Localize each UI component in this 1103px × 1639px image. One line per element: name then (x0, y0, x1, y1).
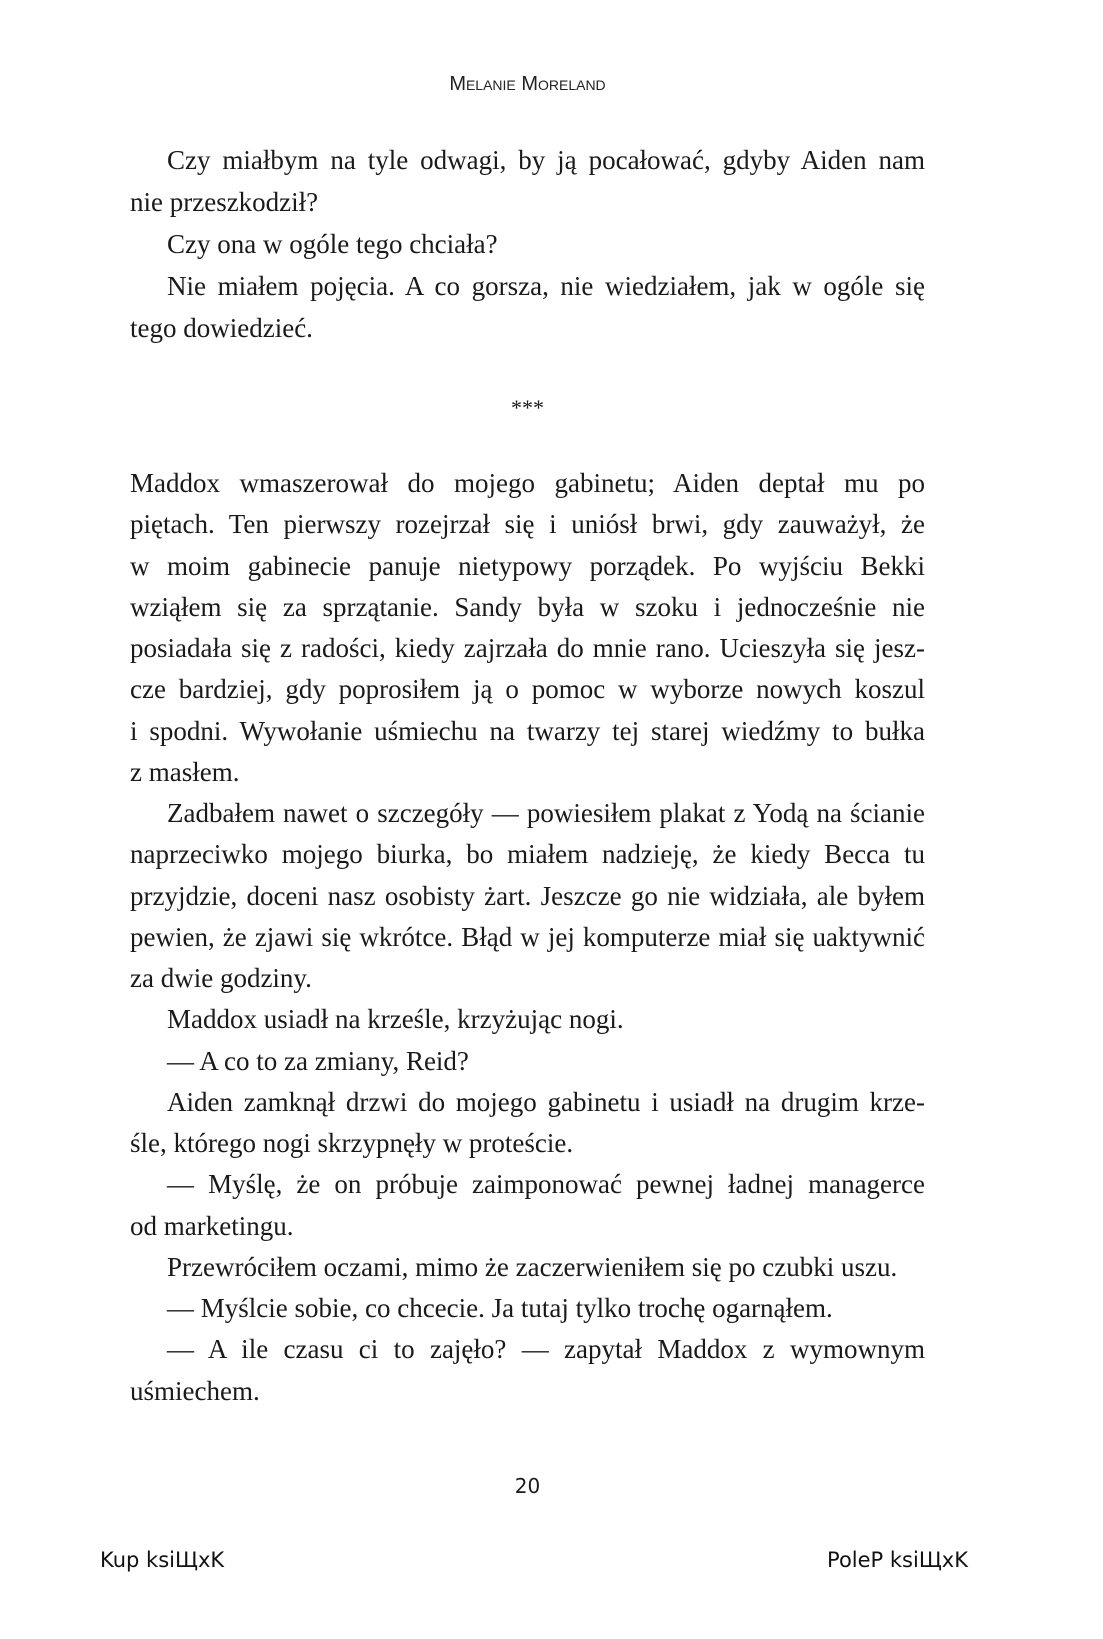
text-line: z masłem. (130, 756, 240, 787)
text-line: Czy miałbym na tyle odwagi, by ją pocałować, gdyby Aiden nam (167, 145, 925, 175)
page-number: 20 (514, 1474, 541, 1498)
text-line: Nie miałem pojęcia. A co gorsza, nie wiedziałem, jak w ogóle się (167, 271, 925, 301)
text-line: naprzeciwko mojego biurka, bo miałem nadzieję, że kiedy Becca tu (130, 839, 925, 870)
dialogue-paragraph (130, 1288, 925, 1329)
dialogue-paragraph (130, 1041, 925, 1082)
text-line: pewien, że zjawi się wkrótce. Błąd w jej komputerze miał się uaktywnić (130, 921, 925, 952)
text-line: Przewróciłem oczami, mimo że zaczerwieniłem się po czubki uszu. (167, 1251, 898, 1282)
text-line: śle, którego nogi skrzypnęły w proteście. (130, 1128, 574, 1158)
paragraph (130, 999, 925, 1040)
text-line: cze bardziej, gdy poprosiłem ją o pomoc w wyborze nowych koszul (130, 674, 925, 705)
text-line: Zadbałem nawet o szczegóły — powiesiłem plakat z Yodą na ścianie (167, 798, 925, 828)
text-line: nie przeszkodził? (130, 187, 319, 217)
paragraph (130, 223, 925, 265)
paragraph (130, 463, 925, 793)
text-line: i spodni. Wywołanie uśmiechu na twarzy tej starej wiedźmy to bułka (130, 715, 925, 746)
paragraph (130, 139, 925, 223)
text-line: — Myślcie sobie, co chcecie. Ja tutaj tylko trochę ogarnąłem. (167, 1293, 833, 1323)
text-line: za dwie godziny. (130, 963, 312, 993)
text-line: uśmiechem. (130, 1375, 260, 1406)
text-line: Maddox wmaszerował do mojego gabinetu; Aiden deptał mu po (130, 468, 925, 498)
scene-break-separator: *** (511, 395, 544, 420)
text-line: posiadała się z radości, kiedy zajrzała do mnie rano. Ucieszyła się jesz- (130, 633, 925, 663)
dialogue-paragraph (130, 1164, 925, 1247)
text-section-2 (130, 463, 925, 1412)
paragraph (130, 1247, 925, 1288)
paragraph (130, 265, 925, 349)
text-line: — Myślę, że on próbuje zaimponować pewnej ładnej managerce (167, 1169, 925, 1200)
running-header-author: Melanie Moreland (449, 73, 606, 95)
text-line: w moim gabinecie panuje nietypowy porządek. Po wyjściu Bekki (130, 550, 925, 581)
buy-book-link[interactable]: Kup ksiЩxK (100, 1548, 225, 1572)
text-line: Aiden zamknął drzwi do mojego gabinetu i usiadł na drugim krze- (167, 1086, 925, 1117)
text-line: wziąłem się za sprzątanie. Sandy była w szoku i jednocześnie nie (130, 591, 925, 622)
paragraph (130, 793, 925, 999)
text-line: Maddox usiadł na krześle, krzyżując nogi. (167, 1004, 624, 1035)
text-line: — A co to za zmiany, Reid? (167, 1045, 469, 1076)
text-line: tego dowiedzieć. (130, 313, 313, 343)
text-line: piętach. Ten pierwszy rozejrzał się i uniósł brwi, gdy zauważył, że (130, 509, 925, 540)
text-line: od marketingu. (130, 1210, 294, 1241)
text-line: — A ile czasu ci to zajęło? — zapytał Maddox z wymownym (167, 1334, 925, 1365)
text-line: przyjdzie, doceni nasz osobisty żart. Jeszcze go nie widziała, ale byłem (130, 880, 925, 911)
dialogue-paragraph (130, 1329, 925, 1412)
text-section-1 (130, 139, 925, 349)
paragraph (130, 1082, 925, 1165)
text-line: Czy ona w ogóle tego chciała? (167, 229, 498, 259)
recommend-book-link[interactable]: PoleP ksiЩxK (827, 1548, 968, 1572)
